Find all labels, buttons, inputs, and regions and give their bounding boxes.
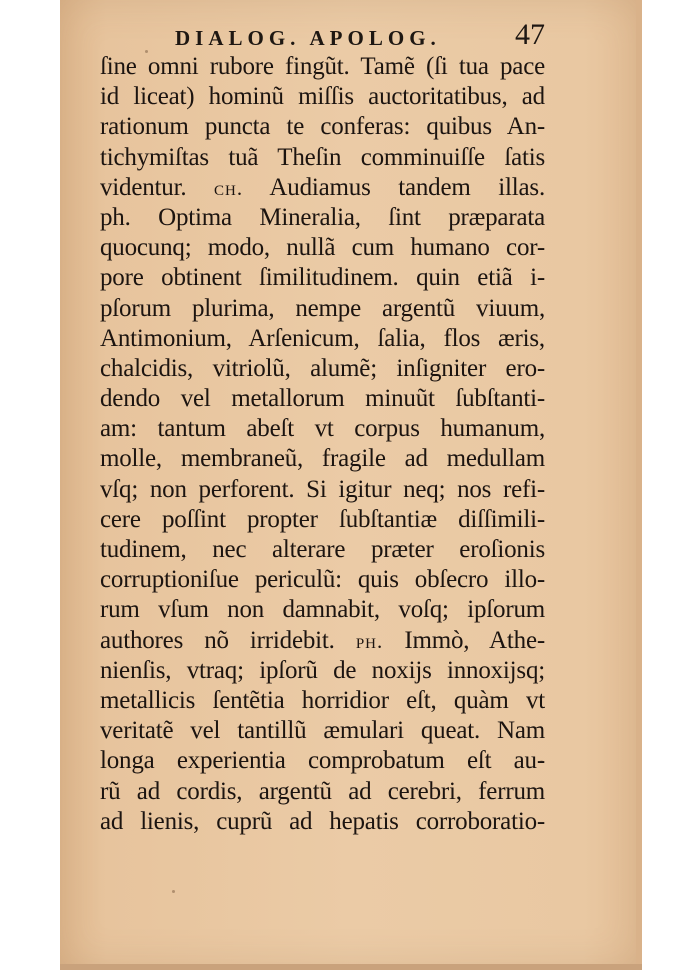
text-line: rũ ad cordis, argentũ ad cerebri, ferrum (100, 777, 545, 805)
page-number: 47 (515, 18, 545, 51)
text-line: tudinem, nec alterare præter eroſionis (100, 536, 545, 563)
text-line: id liceat) hominũ miſſis auctoritatibus, ad (100, 83, 545, 111)
text-line: pore obtinent ſimilitudinem. quin etiã i- (100, 264, 545, 292)
speaker-label: ch. (214, 175, 244, 200)
text-line: tichymiſtas tuã Theſin comminuiſſe ſatis (100, 143, 545, 171)
text-fragment: Audiamus tandem illas. (269, 173, 545, 201)
text-fragment: authores nõ irridebit. (100, 626, 335, 654)
text-line: Antimonium, Arſenicum, ſalia, flos æris, (100, 324, 545, 352)
text-line: ph. Optima Mineralia, ſint præparata (100, 203, 545, 231)
text-line: veritatẽ vel tantillũ æmulari queat. Nam (100, 717, 545, 745)
text-line: rationum puncta te conferas: quibus An- (100, 113, 545, 141)
text-line: rum vſum non damnabit, voſq; ipſorum (100, 596, 545, 624)
text-line: vſq; non perforent. Si igitur neq; nos refi- (100, 475, 545, 503)
text-line: ad lienis, cuprũ ad hepatis corroboratio- (100, 807, 545, 835)
ink-speck (172, 890, 175, 893)
text-fragment: videntur. (100, 173, 187, 201)
text-line: metallicis ſentẽtia horridior eſt, quàm vt (100, 686, 545, 714)
running-head: DIALOG. APOLOG. (175, 26, 441, 50)
text-line: quocunq; modo, nullã cum humano cor- (100, 234, 545, 262)
text-line (100, 626, 545, 656)
page-bottom-edge (60, 964, 642, 970)
text-line (100, 173, 545, 203)
text-line: chalcidis, vitriolũ, alumẽ; inſigniter ero- (100, 354, 545, 382)
text-line: pſorum plurima, nempe argentũ viuum, (100, 294, 545, 322)
text-line: longa experientia comprobatum eſt au- (100, 747, 545, 775)
text-fragment: Immò, Athe- (404, 626, 545, 654)
text-line: ſine omni rubore fingũt. Tamẽ (ſi tua pace (100, 53, 545, 80)
body-text (100, 52, 545, 837)
page-edge (636, 0, 642, 968)
text-line: dendo vel metallorum minuũt ſubſtanti- (100, 385, 545, 413)
text-line: nienſis, vtraq; ipſorũ de noxijs innoxijsq; (100, 656, 545, 684)
page-header (175, 18, 555, 54)
text-line: molle, membraneũ, fragile ad medullam (100, 445, 545, 473)
text-line: am: tantum abeſt vt corpus humanum, (100, 415, 545, 443)
text-line: corruptioniſue periculũ: quis obſecro illo- (100, 566, 545, 594)
text-line: cere poſſint propter ſubſtantiæ diſſimili- (100, 505, 545, 533)
speaker-label: ph. (355, 628, 384, 653)
